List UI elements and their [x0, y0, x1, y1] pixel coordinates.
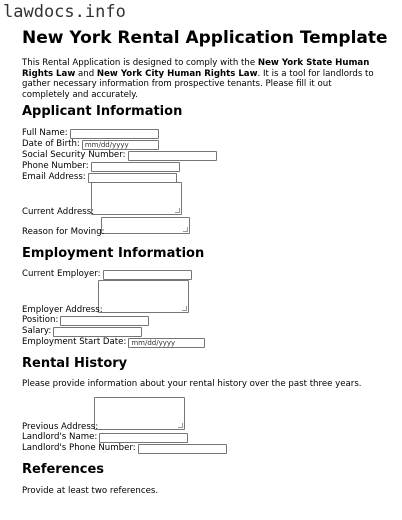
intro-text-2: and — [75, 68, 97, 79]
intro-paragraph — [22, 58, 378, 100]
salary-label: Salary: — [22, 326, 52, 336]
intro-text-3: . It is a tool for landlords to gather necessary information from prospective tenants. Please fill it out completely and accurately. — [22, 68, 374, 100]
salary-input[interactable] — [53, 327, 142, 337]
employer-address-textarea[interactable] — [98, 280, 189, 313]
previous-address-textarea[interactable] — [94, 397, 185, 430]
position-input[interactable] — [60, 316, 149, 326]
landlord-phone-row — [22, 443, 227, 454]
landlord-name-row — [22, 432, 188, 443]
landlord-name-input[interactable] — [99, 433, 188, 443]
phone-row — [22, 161, 180, 172]
ssn-row — [22, 150, 217, 161]
employer-row — [22, 269, 192, 280]
salary-row — [22, 326, 142, 337]
references-heading: References — [22, 462, 105, 477]
intro-text-1: This Rental Application is designed to comply with the — [22, 58, 258, 68]
previous-address-label: Previous Address: — [22, 422, 99, 432]
start-date-input[interactable]: mm/dd/yyyy — [128, 338, 205, 348]
ssn-label: Social Security Number: — [22, 150, 126, 160]
current-address-label: Current Address: — [22, 207, 95, 217]
page-title: New York Rental Application Template — [22, 28, 388, 48]
position-label: Position: — [22, 315, 59, 325]
phone-input[interactable] — [91, 162, 180, 172]
ssn-input[interactable] — [128, 151, 217, 161]
landlord-phone-label: Landlord's Phone Number: — [22, 443, 136, 453]
phone-label: Phone Number: — [22, 161, 89, 171]
full-name-row — [22, 128, 159, 139]
position-row — [22, 315, 149, 326]
full-name-input[interactable] — [70, 129, 159, 139]
dob-input[interactable]: mm/dd/yyyy — [82, 140, 159, 150]
employment-heading: Employment Information — [22, 246, 205, 261]
email-input[interactable] — [88, 173, 177, 183]
reason-row — [22, 227, 107, 238]
full-name-label: Full Name: — [22, 128, 68, 138]
intro-law-state: New York State Human Rights Law — [22, 58, 370, 79]
dob-row — [22, 139, 159, 150]
start-date-label: Employment Start Date: — [22, 337, 127, 347]
current-address-textarea[interactable] — [91, 182, 182, 215]
employer-address-label: Employer Address: — [22, 305, 103, 315]
employer-label: Current Employer: — [22, 269, 101, 279]
landlord-phone-input[interactable] — [138, 444, 227, 454]
current-address-row — [22, 207, 96, 218]
reason-label: Reason for Moving: — [22, 227, 105, 237]
dob-label: Date of Birth: — [22, 139, 80, 149]
rental-text: Please provide information about your rental history over the past three years. — [22, 379, 362, 389]
rental-heading: Rental History — [22, 356, 128, 371]
watermark: lawdocs.info — [3, 2, 126, 22]
start-date-row — [22, 337, 205, 348]
reason-textarea[interactable] — [101, 217, 190, 234]
intro-law-city: New York City Human Rights Law — [96, 68, 258, 79]
email-label: Email Address: — [22, 172, 86, 182]
references-text: Provide at least two references. — [22, 486, 159, 496]
employer-input[interactable] — [103, 270, 192, 280]
landlord-name-label: Landlord's Name: — [22, 432, 98, 442]
applicant-heading: Applicant Information — [22, 104, 183, 119]
